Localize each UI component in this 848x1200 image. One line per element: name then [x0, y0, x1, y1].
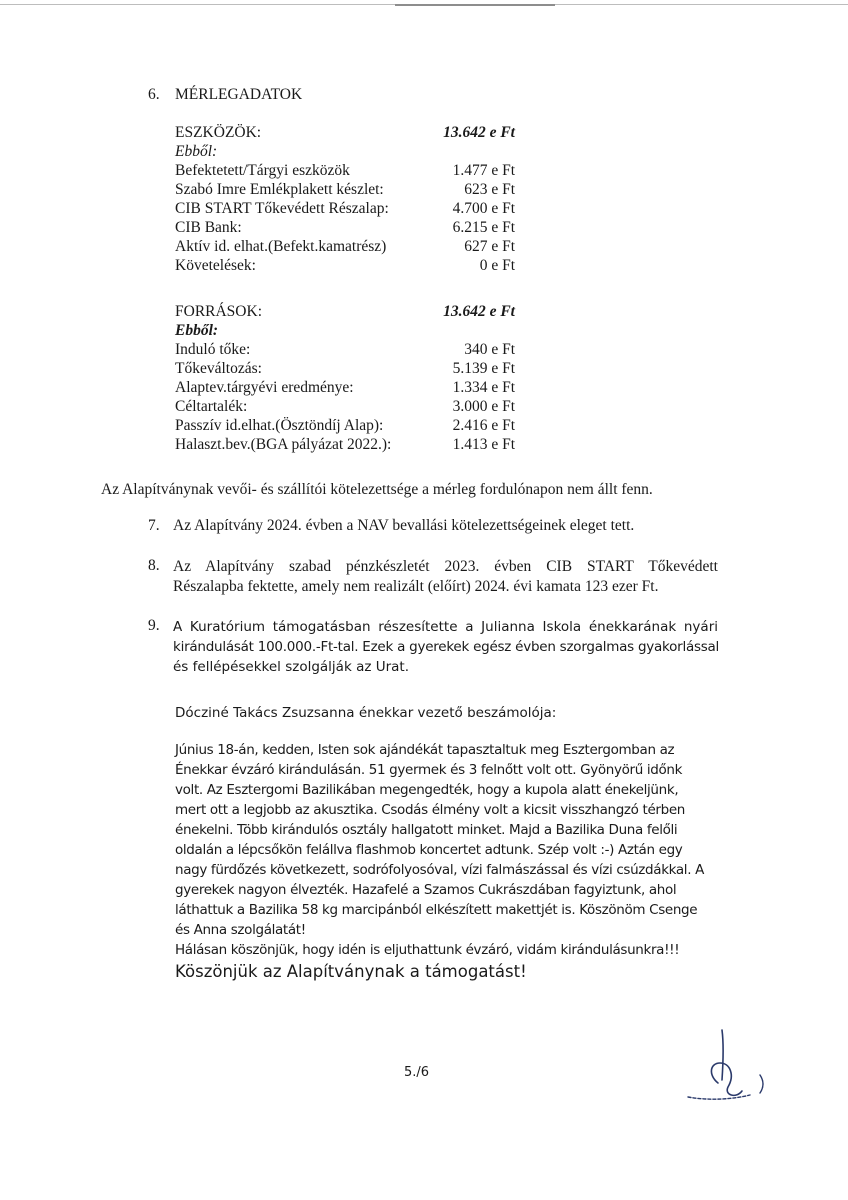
item-number: 9.: [148, 617, 160, 634]
row-value: 1.413 e Ft: [452, 436, 515, 453]
row-value: 5.139 e Ft: [452, 360, 515, 377]
assets-total: 13.642 e Ft: [443, 124, 515, 141]
report-line: láthattuk a Bazilika 58 kg marcipánból elkészített makettjét is. Köszönöm Csenge: [175, 902, 698, 918]
sources-label: FORRÁSOK:: [175, 303, 262, 320]
item-text-line: kirándulását 100.000.-Ft-tal. Ezek a gyerekek egész évben szorgalmas gyakorlással: [173, 639, 720, 655]
row-label: CIB Bank:: [175, 219, 242, 236]
sources-sub-row: [175, 321, 515, 340]
top-rule-accent: [395, 4, 555, 6]
row-label: Befektetett/Tárgyi eszközök: [175, 162, 350, 179]
sources-block: [175, 302, 515, 454]
assets-total-row: [175, 123, 515, 142]
row-value: 340 e Ft: [464, 341, 515, 358]
report-line: énekelni. Több kirándulós osztály hallgatott minket. Majd a Bazilika Duna felőli: [175, 822, 678, 838]
section-heading: [148, 86, 302, 104]
row-value: 623 e Ft: [464, 181, 515, 198]
report-line: nagy fürdőzés következett, sodrófolyosóval, vízi falmászással és vízi csúzdákkal. A: [175, 862, 704, 878]
row-value: 627 e Ft: [464, 238, 515, 255]
row-label: Induló tőke:: [175, 341, 251, 358]
assets-row: [175, 199, 515, 218]
assets-row: [175, 180, 515, 199]
assets-row: [175, 237, 515, 256]
assets-sub-row: [175, 142, 515, 161]
report-heading: [175, 703, 556, 723]
assets-row: [175, 218, 515, 237]
row-value: 6.215 e Ft: [452, 219, 515, 236]
sources-row: [175, 435, 515, 454]
item-text-line: és fellépésekkel szolgálják az Urat.: [173, 659, 410, 675]
row-value: 2.416 e Ft: [452, 417, 515, 434]
section-title: MÉRLEGADATOK: [175, 86, 303, 103]
item-text-line: A Kuratórium támogatásban részesítette a Julianna Iskola énekkarának nyári: [173, 619, 718, 635]
item-number: 7.: [148, 517, 160, 534]
assets-block: [175, 123, 515, 275]
section-number: 6.: [148, 86, 160, 103]
row-label: CIB START Tőkevédett Részalap:: [175, 200, 389, 217]
row-label: Céltartalék:: [175, 398, 248, 415]
row-label: Halaszt.bev.(BGA pályázat 2022.):: [175, 436, 392, 453]
sources-row: [175, 359, 515, 378]
row-label: Követelések:: [175, 257, 256, 274]
sources-total: 13.642 e Ft: [443, 303, 515, 320]
row-label: Passzív id.elhat.(Ösztöndíj Alap):: [175, 417, 384, 434]
report-line: Június 18-án, kedden, Isten sok ajándékát tapasztaltuk meg Esztergomban az: [175, 742, 675, 758]
report-body: [175, 740, 720, 984]
liabilities-note-text: Az Alapítványnak vevői- és szállítói kötelezettsége a mérleg fordulónapon nem állt fenn.: [101, 481, 653, 498]
row-label: Alaptev.tárgyévi eredménye:: [175, 379, 354, 396]
row-label: Tőkeváltozás:: [175, 360, 262, 377]
report-line: Hálásan köszönjük, hogy idén is eljuthattunk évzáró, vidám kirándulásunkra!!!: [175, 942, 680, 958]
report-line: volt. Az Esztergomi Bazilikában megengedték, hogy a kupola alatt énekeljünk,: [175, 782, 679, 798]
sources-sub-label: Ebből:: [175, 322, 219, 339]
assets-label: ESZKÖZÖK:: [175, 124, 262, 141]
assets-row: [175, 256, 515, 275]
report-line: és Anna szolgálatát!: [175, 922, 306, 938]
row-value: 0 e Ft: [479, 257, 515, 274]
report-line: gyerekek nagyon élvezték. Hazafelé a Szamos Cukrászdában fagyiztunk, ahol: [175, 882, 677, 898]
sources-row: [175, 416, 515, 435]
assets-row: [175, 161, 515, 180]
row-label: Szabó Imre Emlékplakett készlet:: [175, 181, 384, 198]
sources-total-row: [175, 302, 515, 321]
item-text-line: Részalapba fektette, amely nem realizált (előírt) 2024. évi kamata 123 ezer Ft.: [173, 578, 659, 595]
sources-row: [175, 340, 515, 359]
report-heading-text: Dócziné Takács Zsuzsanna énekkar vezető beszámolója:: [175, 705, 557, 721]
row-value: 1.334 e Ft: [452, 379, 515, 396]
row-value: 3.000 e Ft: [452, 398, 515, 415]
page-number: 5./6: [404, 1065, 430, 1080]
report-line: mert ott a legjobb az akusztika. Csodás élmény volt a kicsit visszhangzó térben: [175, 802, 685, 818]
report-closing: Köszönjük az Alapítványnak a támogatást!: [175, 962, 527, 981]
report-line: Énekkar évzáró kirándulásán. 51 gyermek és 3 felnőtt volt ott. Gyönyörű időnk: [175, 762, 683, 778]
sources-row: [175, 397, 515, 416]
row-label: Aktív id. elhat.(Befekt.kamatrész): [175, 238, 387, 255]
row-value: 1.477 e Ft: [452, 162, 515, 179]
liabilities-note: [101, 480, 653, 500]
signature-icon: [680, 1025, 780, 1115]
row-value: 4.700 e Ft: [452, 200, 515, 217]
sources-row: [175, 378, 515, 397]
report-line: oldalán a lépcsőkön felállva flashmob koncertet adtunk. Szép volt :-) Aztán egy: [175, 842, 683, 858]
item-text: Az Alapítvány 2024. évben a NAV bevallási kötelezettségeinek eleget tett.: [173, 517, 635, 534]
item-text-line: Az Alapítvány szabad pénzkészletét 2023. évben CIB START Tőkevédett: [173, 558, 718, 575]
item-number: 8.: [148, 557, 160, 574]
assets-sub-label: Ebből:: [175, 143, 218, 160]
